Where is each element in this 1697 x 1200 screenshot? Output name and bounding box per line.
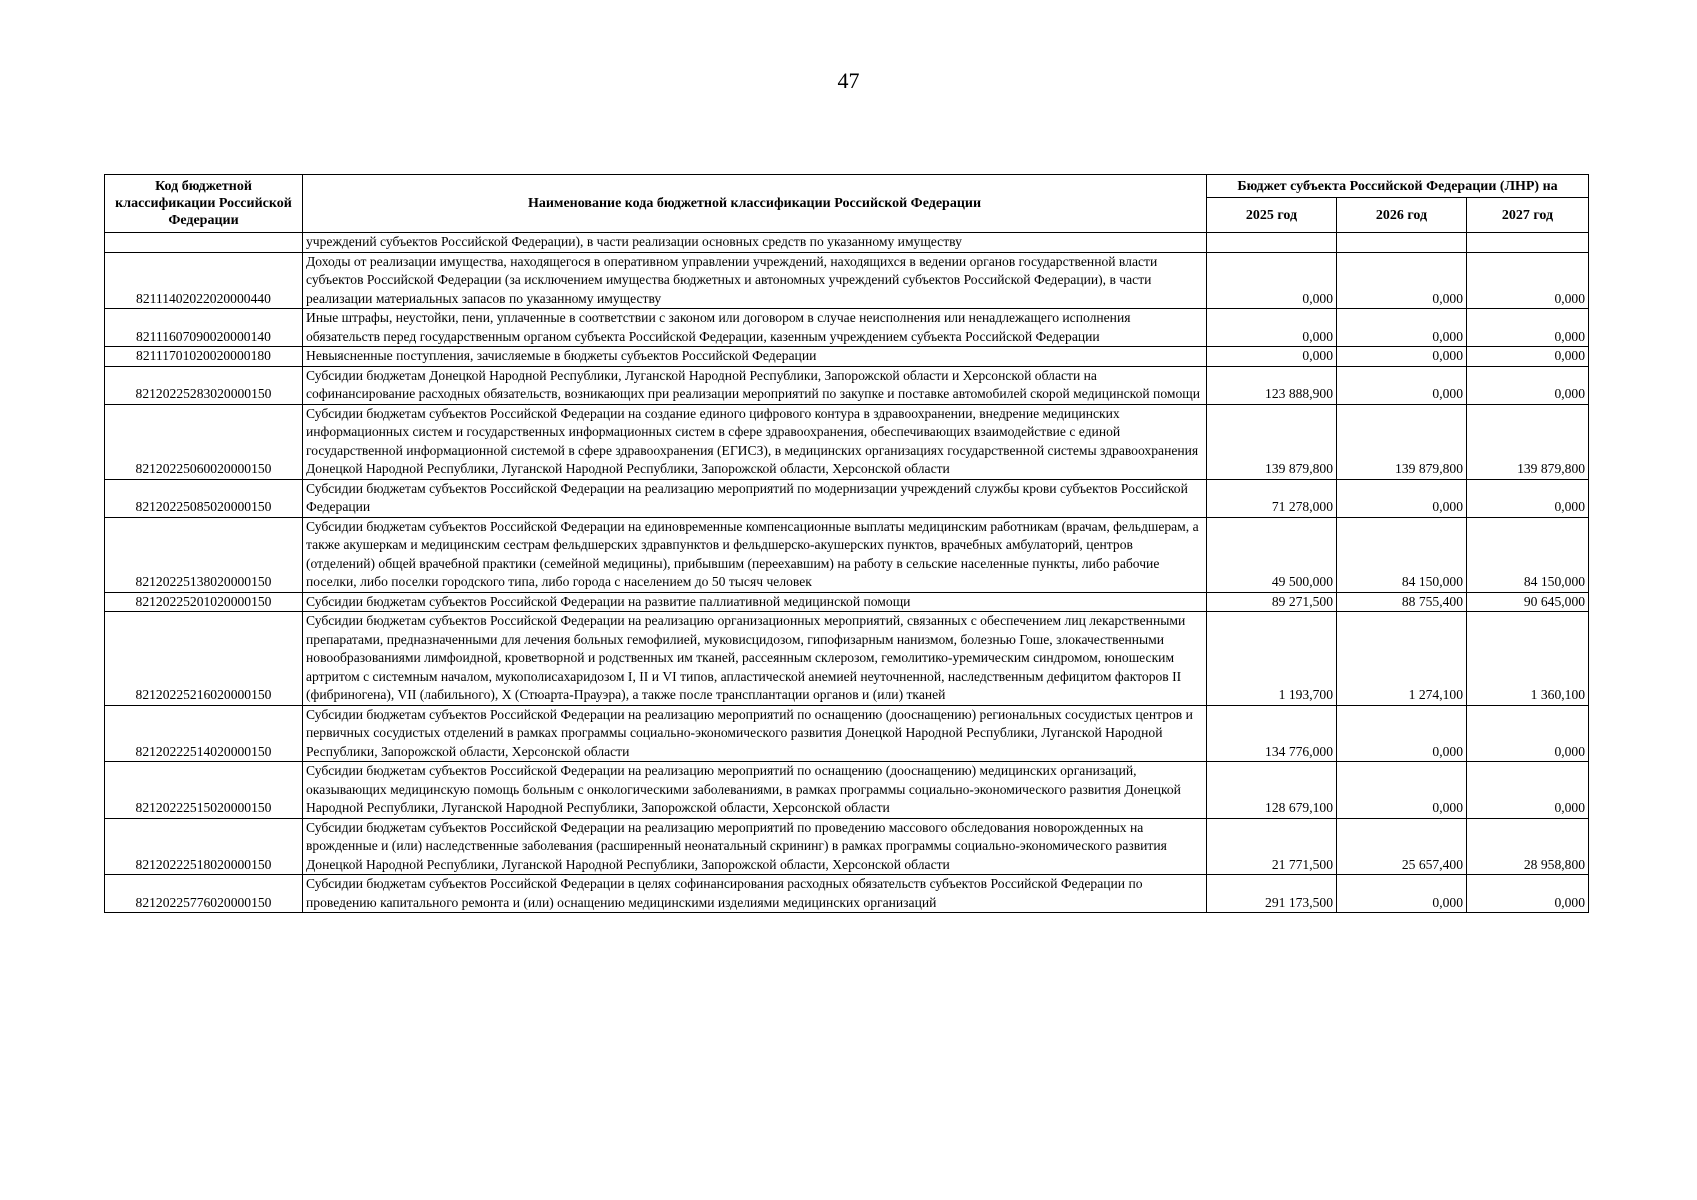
value-2027: 0,000: [1467, 347, 1589, 367]
table-row: [105, 233, 1589, 253]
table-row: [105, 404, 1589, 479]
code-cell: 82120225776020000150: [105, 875, 303, 913]
value-2027: 90 645,000: [1467, 592, 1589, 612]
name-cell: Субсидии бюджетам субъектов Российской Федерации на создание единого цифрового контура в здравоохранении, внедрение медицинских информационных систем и государственных информационных систем в сфере здравоохранения, обеспечивающих взаимодействие с единой государственной информационной системой в сфере здравоохранения (ЕГИСЗ), в медицинских организациях государственной системы здравоохранения Донецкой Народной Республики, Луганской Народной Республики, Запорожской области, Херсонской области: [303, 404, 1207, 479]
value-2026: 84 150,000: [1337, 517, 1467, 592]
value-2025: 0,000: [1207, 347, 1337, 367]
code-cell: 82120225201020000150: [105, 592, 303, 612]
value-2026: [1337, 233, 1467, 253]
table-row: [105, 479, 1589, 517]
value-2025: 89 271,500: [1207, 592, 1337, 612]
header-name: Наименование кода бюджетной классификации Российской Федерации: [303, 175, 1207, 233]
code-cell: 82111607090020000140: [105, 309, 303, 347]
value-2027: 0,000: [1467, 479, 1589, 517]
value-2026: 0,000: [1337, 252, 1467, 309]
name-cell: учреждений субъектов Российской Федерации), в части реализации основных средств по указанному имуществу: [303, 233, 1207, 253]
value-2026: 0,000: [1337, 366, 1467, 404]
name-cell: Субсидии бюджетам субъектов Российской Федерации на реализацию мероприятий по проведению массового обследования новорожденных на врожденные и (или) наследственные заболевания (расширенный неонатальный скрининг) в рамках программы социально-экономического развития Донецкой Народной Республики, Луганской Народной Республики, Запорожской области, Херсонской области: [303, 818, 1207, 875]
value-2025: 139 879,800: [1207, 404, 1337, 479]
table-row: [105, 705, 1589, 762]
value-2025: 123 888,900: [1207, 366, 1337, 404]
value-2027: 139 879,800: [1467, 404, 1589, 479]
value-2027: 0,000: [1467, 875, 1589, 913]
value-2026: 0,000: [1337, 479, 1467, 517]
code-cell: 82120225138020000150: [105, 517, 303, 592]
table-row: [105, 875, 1589, 913]
value-2027: 0,000: [1467, 309, 1589, 347]
table-row: [105, 366, 1589, 404]
table-row: [105, 818, 1589, 875]
header-year-2027: 2027 год: [1467, 198, 1589, 233]
table-row: [105, 762, 1589, 819]
value-2026: 0,000: [1337, 347, 1467, 367]
value-2026: 1 274,100: [1337, 612, 1467, 706]
page-number: 47: [837, 68, 860, 93]
value-2026: 0,000: [1337, 309, 1467, 347]
value-2026: 0,000: [1337, 762, 1467, 819]
value-2025: 291 173,500: [1207, 875, 1337, 913]
table-body: [105, 233, 1589, 913]
name-cell: Субсидии бюджетам Донецкой Народной Республики, Луганской Народной Республики, Запорожской области и Херсонской области на софинансирование расходных обязательств, возникающих при реализации мероприятий по закупке и поставке автомобилей скорой медицинской помощи: [303, 366, 1207, 404]
code-cell: 82120225060020000150: [105, 404, 303, 479]
name-cell: Иные штрафы, неустойки, пени, уплаченные в соответствии с законом или договором в случае неисполнения или ненадлежащего исполнения обязательств перед государственным органом субъекта Российской Федерации, казенным учреждением субъекта Российской Федерации: [303, 309, 1207, 347]
value-2025: 21 771,500: [1207, 818, 1337, 875]
header-code: Код бюджетной классификации Российской Федерации: [105, 175, 303, 233]
value-2027: [1467, 233, 1589, 253]
code-cell: 82120225085020000150: [105, 479, 303, 517]
name-cell: Субсидии бюджетам субъектов Российской Федерации на развитие паллиативной медицинской помощи: [303, 592, 1207, 612]
code-cell: 82111402022020000440: [105, 252, 303, 309]
value-2026: 25 657,400: [1337, 818, 1467, 875]
value-2027: 84 150,000: [1467, 517, 1589, 592]
code-cell: 82120225216020000150: [105, 612, 303, 706]
table-row: [105, 592, 1589, 612]
value-2025: 71 278,000: [1207, 479, 1337, 517]
table-row: [105, 252, 1589, 309]
code-cell: 82120222515020000150: [105, 762, 303, 819]
value-2027: 1 360,100: [1467, 612, 1589, 706]
value-2027: 0,000: [1467, 762, 1589, 819]
name-cell: Субсидии бюджетам субъектов Российской Федерации на реализацию организационных мероприятий, связанных с обеспечением лиц лекарственными препаратами, предназначенными для лечения больных гемофилией, муковисцидозом, гипофизарным нанизмом, болезнью Гоше, злокачественными новообразованиями лимфоидной, кроветворной и родственных им тканей, рассеянным склерозом, гемолитико-уремическим синдромом, юношеским артритом с системным началом, мукополисахаридозом I, II и VI типов, апластической анемией неуточненной, наследственным дефицитом факторов II (фибриногена), VII (лабильного), X (Стюарта-Прауэра), а также после трансплантации органов и (или) тканей: [303, 612, 1207, 706]
value-2027: 28 958,800: [1467, 818, 1589, 875]
budget-table: [104, 174, 1589, 913]
header-year-2025: 2025 год: [1207, 198, 1337, 233]
code-cell: 82111701020020000180: [105, 347, 303, 367]
table-row: [105, 612, 1589, 706]
value-2026: 0,000: [1337, 705, 1467, 762]
table-row: [105, 517, 1589, 592]
value-2025: [1207, 233, 1337, 253]
code-cell: 82120222514020000150: [105, 705, 303, 762]
value-2026: 88 755,400: [1337, 592, 1467, 612]
name-cell: Субсидии бюджетам субъектов Российской Федерации на реализацию мероприятий по оснащению (дооснащению) региональных сосудистых центров и первичных сосудистых отделений в рамках программы социально-экономического развития Донецкой Народной Республики, Луганской Народной Республики, Запорожской области, Херсонской области: [303, 705, 1207, 762]
table-row: [105, 347, 1589, 367]
name-cell: Доходы от реализации имущества, находящегося в оперативном управлении учреждений, находящихся в ведении органов государственной власти субъектов Российской Федерации (за исключением имущества бюджетных и автономных учреждений субъектов Российской Федерации), в части реализации материальных запасов по указанному имуществу: [303, 252, 1207, 309]
name-cell: Невыясненные поступления, зачисляемые в бюджеты субъектов Российской Федерации: [303, 347, 1207, 367]
value-2027: 0,000: [1467, 252, 1589, 309]
name-cell: Субсидии бюджетам субъектов Российской Федерации на реализацию мероприятий по модернизации учреждений службы крови субъектов Российской Федерации: [303, 479, 1207, 517]
value-2026: 139 879,800: [1337, 404, 1467, 479]
value-2025: 49 500,000: [1207, 517, 1337, 592]
code-cell: 82120225283020000150: [105, 366, 303, 404]
value-2025: 128 679,100: [1207, 762, 1337, 819]
value-2025: 0,000: [1207, 309, 1337, 347]
code-cell: 82120222518020000150: [105, 818, 303, 875]
value-2027: 0,000: [1467, 366, 1589, 404]
table-row: [105, 309, 1589, 347]
value-2025: 1 193,700: [1207, 612, 1337, 706]
name-cell: Субсидии бюджетам субъектов Российской Федерации в целях софинансирования расходных обязательств субъектов Российской Федерации по проведению капитального ремонта и (или) оснащению медицинскими изделиями медицинских организаций: [303, 875, 1207, 913]
value-2025: 0,000: [1207, 252, 1337, 309]
header-budget: Бюджет субъекта Российской Федерации (ЛНР) на: [1207, 175, 1589, 198]
name-cell: Субсидии бюджетам субъектов Российской Федерации на реализацию мероприятий по оснащению (дооснащению) медицинских организаций, оказывающих медицинскую помощь больным с онкологическими заболеваниями, в рамках программы социально-экономического развития Донецкой Народной Республики, Луганской Народной Республики, Запорожской области, Херсонской области: [303, 762, 1207, 819]
name-cell: Субсидии бюджетам субъектов Российской Федерации на единовременные компенсационные выплаты медицинским работникам (врачам, фельдшерам, а также акушеркам и медицинским сестрам фельдшерских здравпунктов и фельдшерско-акушерских пунктов, врачебных амбулаторий, центров (отделений) общей врачебной практики (семейной медицины), прибывшим (переехавшим) на работу в сельские населенные пункты, либо рабочие поселки, либо поселки городского типа, либо города с населением до 50 тысяч человек: [303, 517, 1207, 592]
value-2025: 134 776,000: [1207, 705, 1337, 762]
table-header: [105, 175, 1589, 233]
value-2026: 0,000: [1337, 875, 1467, 913]
header-year-2026: 2026 год: [1337, 198, 1467, 233]
value-2027: 0,000: [1467, 705, 1589, 762]
code-cell: [105, 233, 303, 253]
